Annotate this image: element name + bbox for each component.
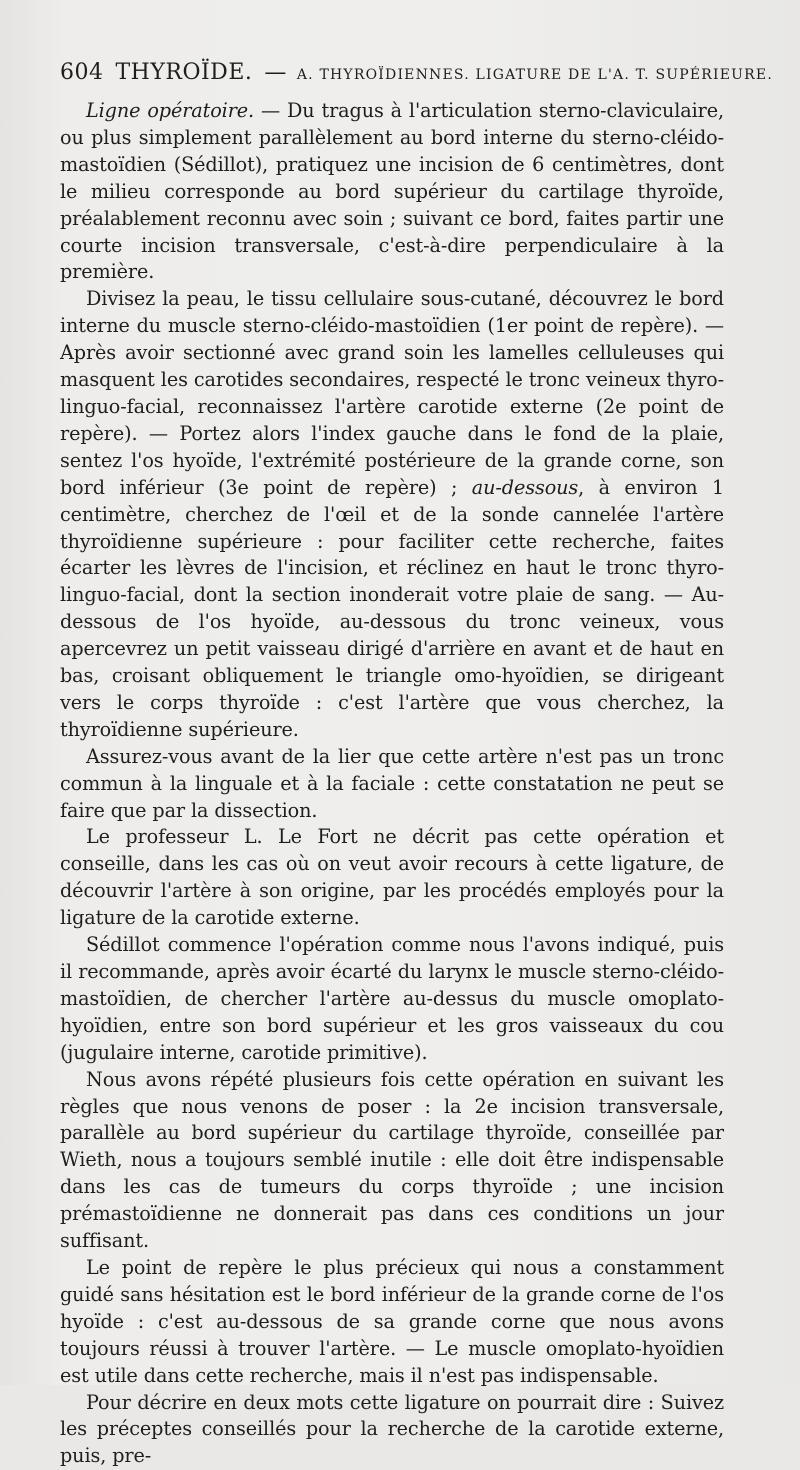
paragraph-pour-decrire: Pour décrire en deux mots cette ligature on pourrait dire : Suivez les préceptes conseillés pour la recherche de la carotide externe, puis, pre-	[60, 1390, 724, 1470]
paragraph-point-de-repere: Le point de repère le plus précieux qui nous a constamment guidé sans hésitation est le bord inférieur de la grande corne de l'os hyoïde : c'est au-dessous de sa grande corne que nous avons toujours réussi à trouver l'artère. — Le muscle omoplato-hyoïdien est utile dans cette recherche, mais il n'est pas indispensable.	[60, 1255, 724, 1390]
paragraph-divisez	[60, 286, 724, 743]
paragraph-text: , à environ 1 centimètre, cherchez de l'œil et de la sonde cannelée l'artère thyroïdienne supérieure : pour faciliter cette recherche, faites écarter les lèvres de l'incision, et réclinez en haut le tronc thyro-linguo-facial, dont la section inonderait votre plaie de sang. — Au-dessous de l'os hyoïde, au-dessous du tronc veineux, vous apercevrez un petit vaisseau dirigé d'arrière en avant et de haut en bas, croisant obliquement le triangle omo-hyoïdien, se dirigeant vers le corps thyroïde : c'est l'artère que vous cherchez, la thyroïdienne supérieure.	[60, 476, 724, 741]
running-header	[60, 60, 740, 90]
page-number: 604	[60, 60, 104, 85]
emphasis-au-dessous: au-dessous	[472, 476, 578, 499]
paragraph-ligne-operatoire	[60, 98, 724, 286]
paragraph-nous-avons: Nous avons répété plusieurs fois cette opération en suivant les règles que nous venons de poser : la 2e incision transversale, parallèle au bord supérieur du cartilage thyroïde, conseillée par Wieth, nous a toujours semblé inutile : elle doit être indispensable dans les cas de tumeurs du corps thyroïde ; une incision prémastoïdienne ne donnerait pas dans ces conditions un jour suffisant.	[60, 1067, 724, 1255]
paragraph-assurez-vous: Assurez-vous avant de la lier que cette artère n'est pas un tronc commun à la linguale et à la faciale : cette constatation ne peut se faire que par la dissection.	[60, 744, 724, 825]
paragraph-text: Divisez la peau, le tissu cellulaire sous-cutané, découvrez le bord interne du muscle sterno-cléido-mastoïdien (1er point de repère). — Après avoir sectionné avec grand soin les lamelles celluleuses qui masquent les carotides secondaires, respecté le tronc veineux thyro-linguo-facial, reconnaissez l'artère carotide externe (2e point de repère). — Portez alors l'index gauche dans le fond de la plaie, sentez l'os hyoïde, l'extrémité postérieure de la grande corne, son bord inférieur (3e point de repère) ;	[60, 287, 724, 498]
header-dash: —	[264, 60, 287, 85]
section-lead: Ligne opératoire.	[86, 99, 254, 122]
paragraph-le-fort: Le professeur L. Le Fort ne décrit pas cette opération et conseille, dans les cas où on veut avoir recours à cette ligature, de découvrir l'artère à son origine, par les procédés employés pour la ligature de la carotide externe.	[60, 824, 724, 932]
paragraph-sedillot: Sédillot commence l'opération comme nous l'avons indiqué, puis il recommande, après avoir écarté du larynx le muscle sterno-cléido-mastoïdien, de chercher l'artère au-dessus du muscle omoplato-hyoïdien, entre son bord supérieur et les gros vaisseaux du cou (jugulaire interne, carotide primitive).	[60, 932, 724, 1067]
paragraph-text: — Du tragus à l'articulation sterno-claviculaire, ou plus simplement parallèlement au bord interne du sterno-cléido-mastoïdien (Sédillot), pratiquez une incision de 6 centimètres, dont le milieu corresponde au bord supérieur du cartilage thyroïde, préalablement reconnu avec soin ; suivant ce bord, faites partir une courte incision transversale, c'est-à-dire perpendiculaire à la première.	[60, 99, 724, 283]
running-subtitle: A. THYROÏDIENNES. LIGATURE DE L'A. T. SUPÉRIEURE.	[297, 67, 773, 83]
running-title: THYROÏDE.	[116, 60, 253, 85]
page-body	[60, 98, 724, 1470]
